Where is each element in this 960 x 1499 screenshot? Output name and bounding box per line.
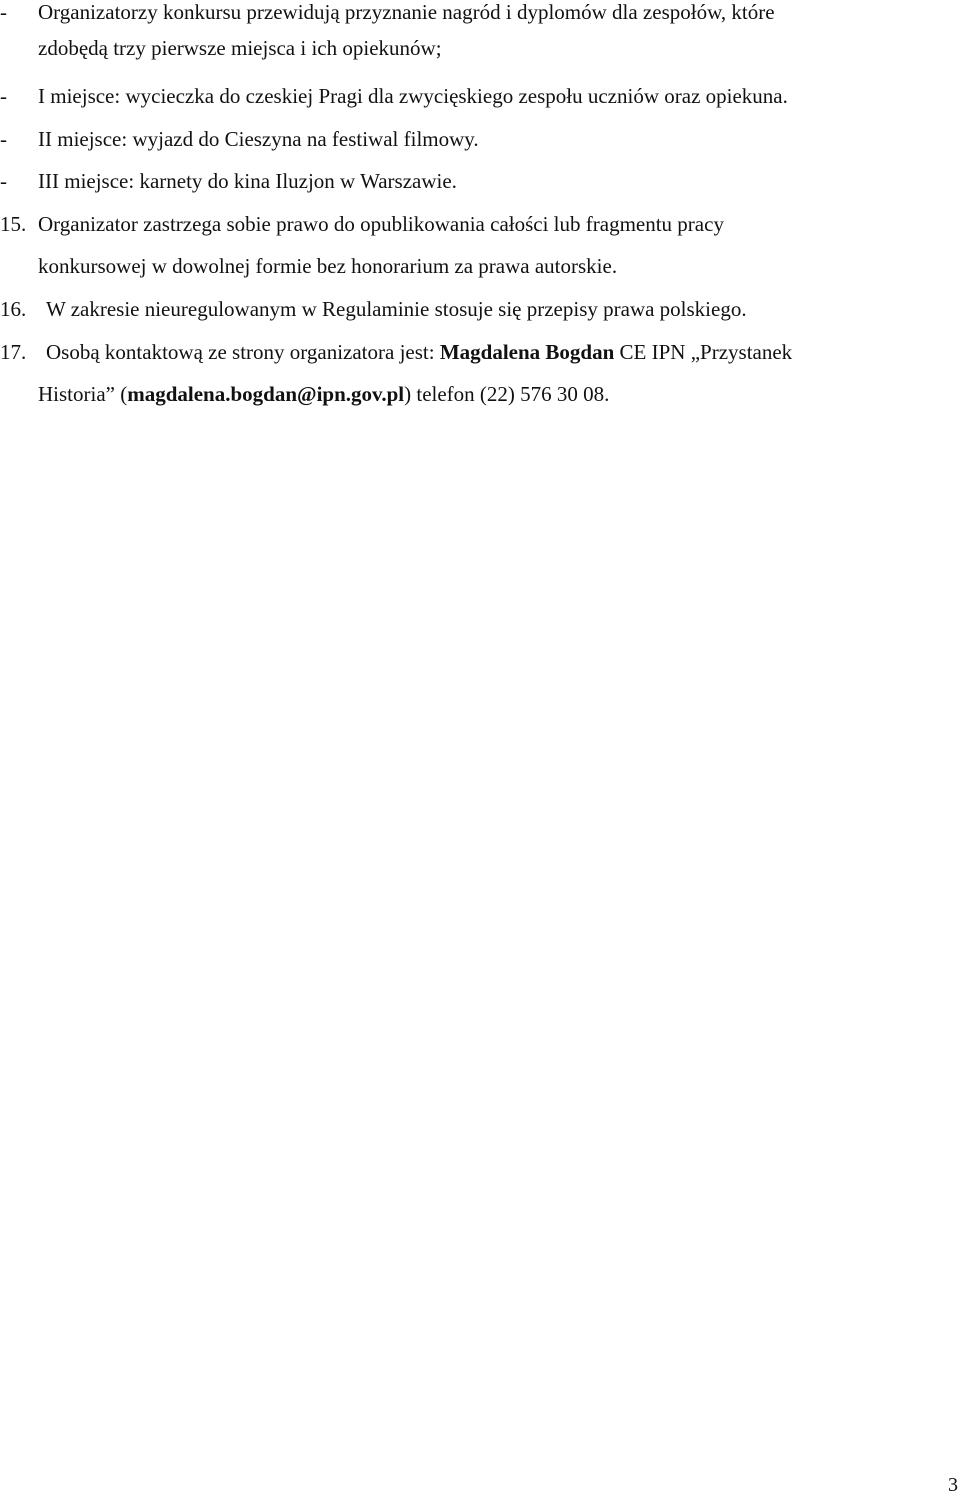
item-number: 16. [0,297,27,321]
contact-org-end: Historia” ( [38,382,128,406]
contact-phone: ) telefon (22) 576 30 08. [404,382,610,406]
item-number: 17. [0,340,27,364]
contact-name: Magdalena Bogdan [439,340,615,364]
item-text-line: Organizator zastrzega sobie prawo do opublikowania całości lub fragmentu pracy [38,212,724,236]
item-text-line [38,382,609,406]
bullet-marker: - [0,127,7,151]
bullet-text-line: zdobędą trzy pierwsze miejsca i ich opiekunów; [38,36,442,60]
contact-intro: Osobą kontaktową ze strony organizatora jest: [46,340,440,364]
bullet-marker: - [0,84,7,108]
item-number: 15. [0,212,27,236]
bullet-text-line: III miejsce: karnety do kina Iluzjon w Warszawie. [38,169,457,193]
page-number: 3 [948,1474,958,1496]
item-text-line: konkursowej w dowolnej formie bez honorarium za prawa autorskie. [38,254,618,278]
item-text-line: W zakresie nieuregulowanym w Regulaminie stosuje się przepisy prawa polskiego. [46,297,747,321]
bullet-text-line: II miejsce: wyjazd do Cieszyna na festiwal filmowy. [38,127,479,151]
item-text-line [46,340,792,364]
contact-email[interactable]: magdalena.bogdan@ipn.gov.pl [127,382,405,406]
bullet-marker: - [0,0,7,24]
bullet-text-line: Organizatorzy konkursu przewidują przyznanie nagród i dyplomów dla zespołów, które [38,0,775,24]
bullet-marker: - [0,169,7,193]
contact-org: CE IPN „Przystanek [614,340,793,364]
bullet-text-line: I miejsce: wycieczka do czeskiej Pragi dla zwycięskiego zespołu uczniów oraz opiekuna. [38,84,788,108]
